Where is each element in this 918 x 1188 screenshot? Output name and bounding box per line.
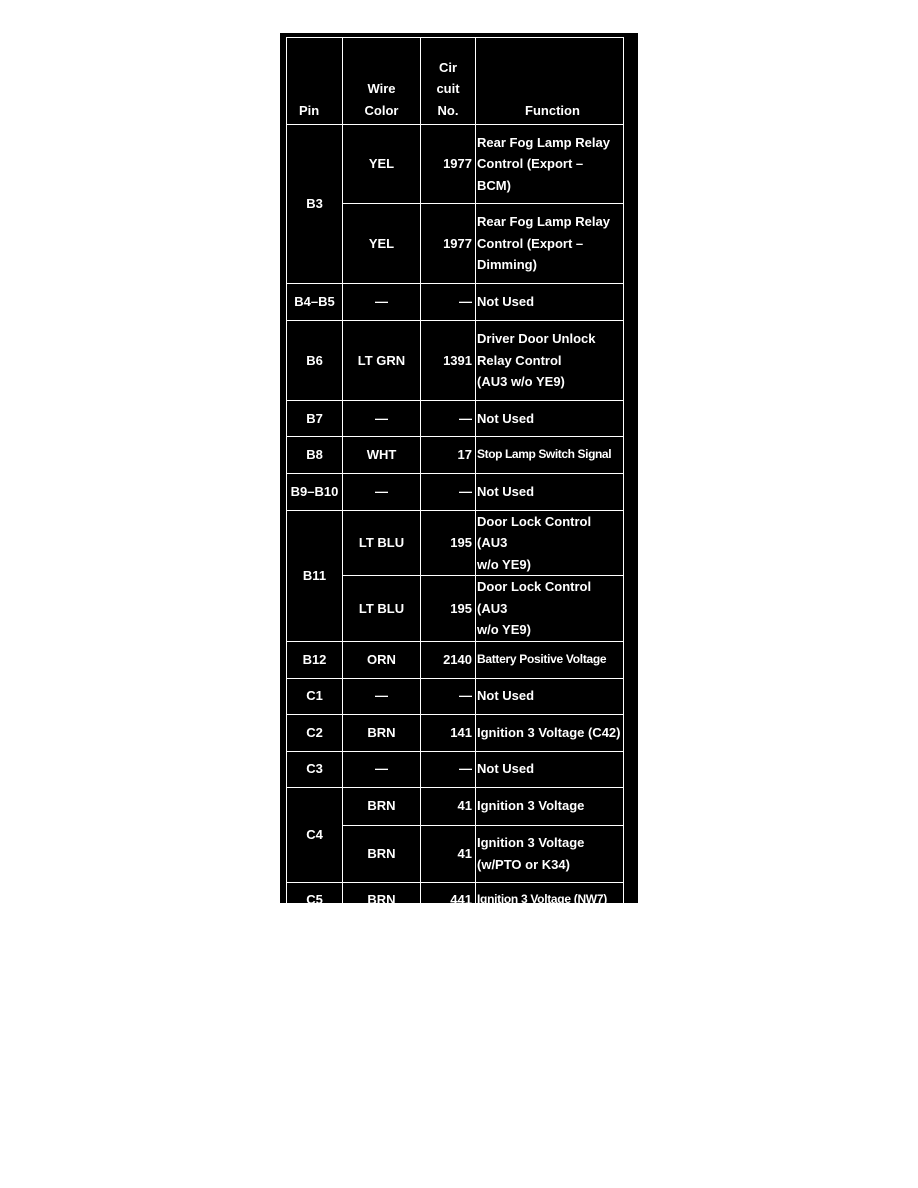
- circuit-cell: 195: [421, 511, 476, 576]
- function-cell: Not Used: [476, 751, 624, 787]
- pin-cell: C2: [287, 714, 343, 751]
- function-cell: Rear Fog Lamp Relay Control (Export – Dimming): [476, 204, 624, 284]
- pinout-grid: [286, 37, 624, 919]
- table-row: [287, 882, 624, 918]
- wire-color-cell: LT BLU: [343, 576, 421, 641]
- pin-cell: C3: [287, 751, 343, 787]
- wire-color-cell: BRN: [343, 882, 421, 918]
- pin-cell: B9–B10: [287, 474, 343, 511]
- wire-color-cell: —: [343, 401, 421, 437]
- circuit-cell: 141: [421, 714, 476, 751]
- pin-cell: B7: [287, 401, 343, 437]
- wire-color-cell: —: [343, 474, 421, 511]
- table-row: [287, 641, 624, 678]
- function-cell: Rear Fog Lamp Relay Control (Export – BCM): [476, 125, 624, 204]
- wire-color-cell: YEL: [343, 125, 421, 204]
- circuit-cell: 1977: [421, 204, 476, 284]
- table-row: [287, 401, 624, 437]
- wire-color-cell: BRN: [343, 787, 421, 825]
- circuit-cell: 2140: [421, 641, 476, 678]
- function-cell: Not Used: [476, 401, 624, 437]
- function-cell: Ignition 3 Voltage: [476, 787, 624, 825]
- function-cell: Ignition 3 Voltage (C42): [476, 714, 624, 751]
- function-cell: Not Used: [476, 474, 624, 511]
- pin-cell: B3: [287, 125, 343, 284]
- header-pin: Pin: [287, 38, 343, 125]
- table-row: [287, 678, 624, 714]
- circuit-cell: —: [421, 678, 476, 714]
- pin-cell: C4: [287, 787, 343, 882]
- function-cell: Not Used: [476, 678, 624, 714]
- header-function: Function: [476, 38, 624, 125]
- table-row: [287, 714, 624, 751]
- wire-color-cell: —: [343, 751, 421, 787]
- circuit-cell: 41: [421, 787, 476, 825]
- table-row: [287, 284, 624, 321]
- table-row: [287, 511, 624, 576]
- pin-cell: C5: [287, 882, 343, 918]
- header-circuit-no: Cir cuit No.: [421, 38, 476, 125]
- circuit-cell: 1391: [421, 321, 476, 401]
- circuit-cell: 441: [421, 882, 476, 918]
- table-row: [287, 787, 624, 825]
- pin-cell: B12: [287, 641, 343, 678]
- function-cell: Door Lock Control (AU3 w/o YE9): [476, 576, 624, 641]
- function-cell: Door Lock Control (AU3 w/o YE9): [476, 511, 624, 576]
- wire-color-cell: LT GRN: [343, 321, 421, 401]
- function-cell: Not Used: [476, 284, 624, 321]
- function-cell: Battery Positive Voltage: [476, 641, 624, 678]
- circuit-cell: 41: [421, 825, 476, 882]
- header-wire-color: Wire Color: [343, 38, 421, 125]
- circuit-cell: —: [421, 401, 476, 437]
- function-cell: Ignition 3 Voltage (NW7): [476, 882, 624, 918]
- function-cell: Ignition 3 Voltage (w/PTO or K34): [476, 825, 624, 882]
- wire-color-cell: YEL: [343, 204, 421, 284]
- wire-color-cell: —: [343, 284, 421, 321]
- circuit-cell: 195: [421, 576, 476, 641]
- wire-color-cell: LT BLU: [343, 511, 421, 576]
- circuit-cell: —: [421, 474, 476, 511]
- pin-cell: C1: [287, 678, 343, 714]
- wire-color-cell: —: [343, 678, 421, 714]
- connector-pinout-table: [280, 33, 638, 908]
- wire-color-cell: WHT: [343, 437, 421, 474]
- wire-color-cell: ORN: [343, 641, 421, 678]
- wire-color-cell: BRN: [343, 714, 421, 751]
- circuit-cell: 1977: [421, 125, 476, 204]
- function-cell: Driver Door Unlock Relay Control (AU3 w/o YE9): [476, 321, 624, 401]
- function-cell: Stop Lamp Switch Signal: [476, 437, 624, 474]
- table-row: [287, 125, 624, 204]
- table-row: [287, 751, 624, 787]
- table-row: [287, 321, 624, 401]
- pin-cell: B8: [287, 437, 343, 474]
- header-row: [287, 38, 624, 125]
- wire-color-cell: BRN: [343, 825, 421, 882]
- pin-cell: B6: [287, 321, 343, 401]
- circuit-cell: —: [421, 751, 476, 787]
- pin-cell: B11: [287, 511, 343, 642]
- table-row: [287, 474, 624, 511]
- circuit-cell: —: [421, 284, 476, 321]
- table-row: [287, 437, 624, 474]
- circuit-cell: 17: [421, 437, 476, 474]
- pin-cell: B4–B5: [287, 284, 343, 321]
